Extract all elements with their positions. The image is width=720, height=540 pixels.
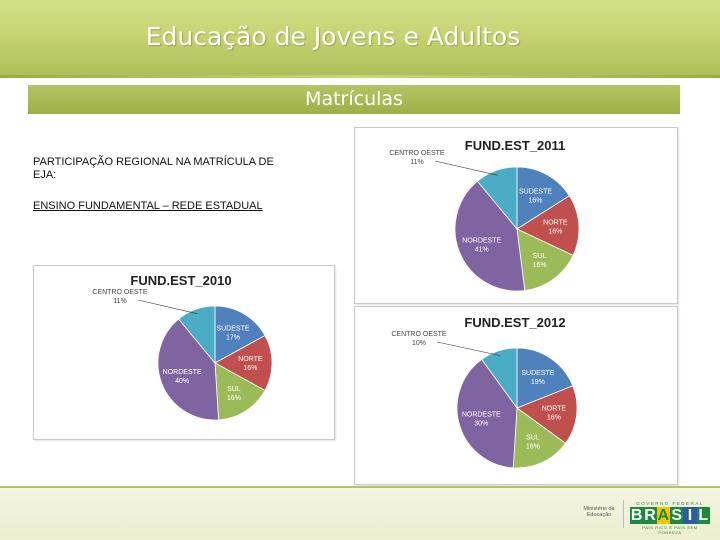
logo-main-text <box>630 507 710 524</box>
slice-label: SUDESTE <box>518 188 553 196</box>
slice-label: NORDESTE <box>162 369 202 377</box>
slice-value: 16% <box>548 228 563 236</box>
slice-label: CENTRO OESTE <box>389 150 445 157</box>
header-divider <box>0 75 720 78</box>
slice-value: 19% <box>530 379 545 387</box>
slice-value: 16% <box>528 197 543 205</box>
slice-label: CENTRO OESTE <box>391 331 447 338</box>
slice-label: SUL <box>227 385 241 393</box>
leader-line <box>435 161 498 175</box>
leader-line <box>138 300 197 314</box>
footer-separator <box>623 500 624 528</box>
slice-label: SUL <box>532 253 547 261</box>
logo-letter: S <box>671 507 682 524</box>
slice-label: SUDESTE <box>521 370 555 378</box>
logo-top-text: GOVERNO FEDERAL <box>636 501 704 506</box>
leader-line <box>437 342 500 356</box>
pie-chart-2010 <box>33 265 335 440</box>
chart-title: FUND.EST_2010 <box>130 273 232 288</box>
pie-chart-2010-svg <box>34 266 334 439</box>
page-title: Educação de Jovens e Adultos <box>145 22 521 51</box>
slice-value: 11% <box>410 159 424 166</box>
pie-chart-2012 <box>354 306 678 485</box>
slice-label: NORTE <box>541 405 567 413</box>
slice-value: 10% <box>411 340 427 347</box>
logo-bottom-text: PAÍS RICO É PAÍS SEM POBREZA <box>642 525 698 535</box>
slice-value: 16% <box>226 394 241 402</box>
chart-title: FUND.EST_2012 <box>464 315 566 330</box>
slice-value: 16% <box>525 443 540 451</box>
intro-text: PARTICIPAÇÃO REGIONAL NA MATRÍCULA DE EJA: <box>33 156 274 181</box>
slice-value: 16% <box>532 262 547 270</box>
pie-chart-2012-svg <box>355 307 677 484</box>
slice-value: 40% <box>175 378 190 386</box>
slice-label: SUL <box>526 434 540 442</box>
slice-value: 16% <box>243 365 258 372</box>
slice-label: NORTE <box>543 219 568 227</box>
logo-letter: A <box>657 507 670 524</box>
logo-letter: R <box>644 507 656 524</box>
government-logo <box>630 501 710 535</box>
slice-label: CENTRO OESTE <box>92 289 148 296</box>
slice-value: 41% <box>474 246 489 254</box>
slice-value: 17% <box>225 334 240 342</box>
slice-label: NORDESTE <box>462 237 502 245</box>
slice-value: 30% <box>474 420 489 428</box>
ministry-label: Ministério da Educação <box>583 506 615 518</box>
pie-chart-2011-svg <box>355 128 677 303</box>
logo-letter: I <box>683 507 696 524</box>
slice-value: 11% <box>113 298 127 305</box>
slice-label: SUDESTE <box>216 325 250 333</box>
logo-letter: L <box>698 507 709 524</box>
subtitle-bar <box>28 85 680 114</box>
slice-label: NORDESTE <box>461 411 501 419</box>
pie-chart-2011 <box>354 127 678 304</box>
logo-letter: B <box>630 507 643 524</box>
page-subtitle: Matrículas <box>305 88 403 110</box>
intro-subtext: ENSINO FUNDAMENTAL – REDE ESTADUAL <box>33 200 263 212</box>
chart-title: FUND.EST_2011 <box>464 138 566 153</box>
slice-value: 16% <box>546 414 561 422</box>
slice-label: NORTE <box>238 356 263 363</box>
